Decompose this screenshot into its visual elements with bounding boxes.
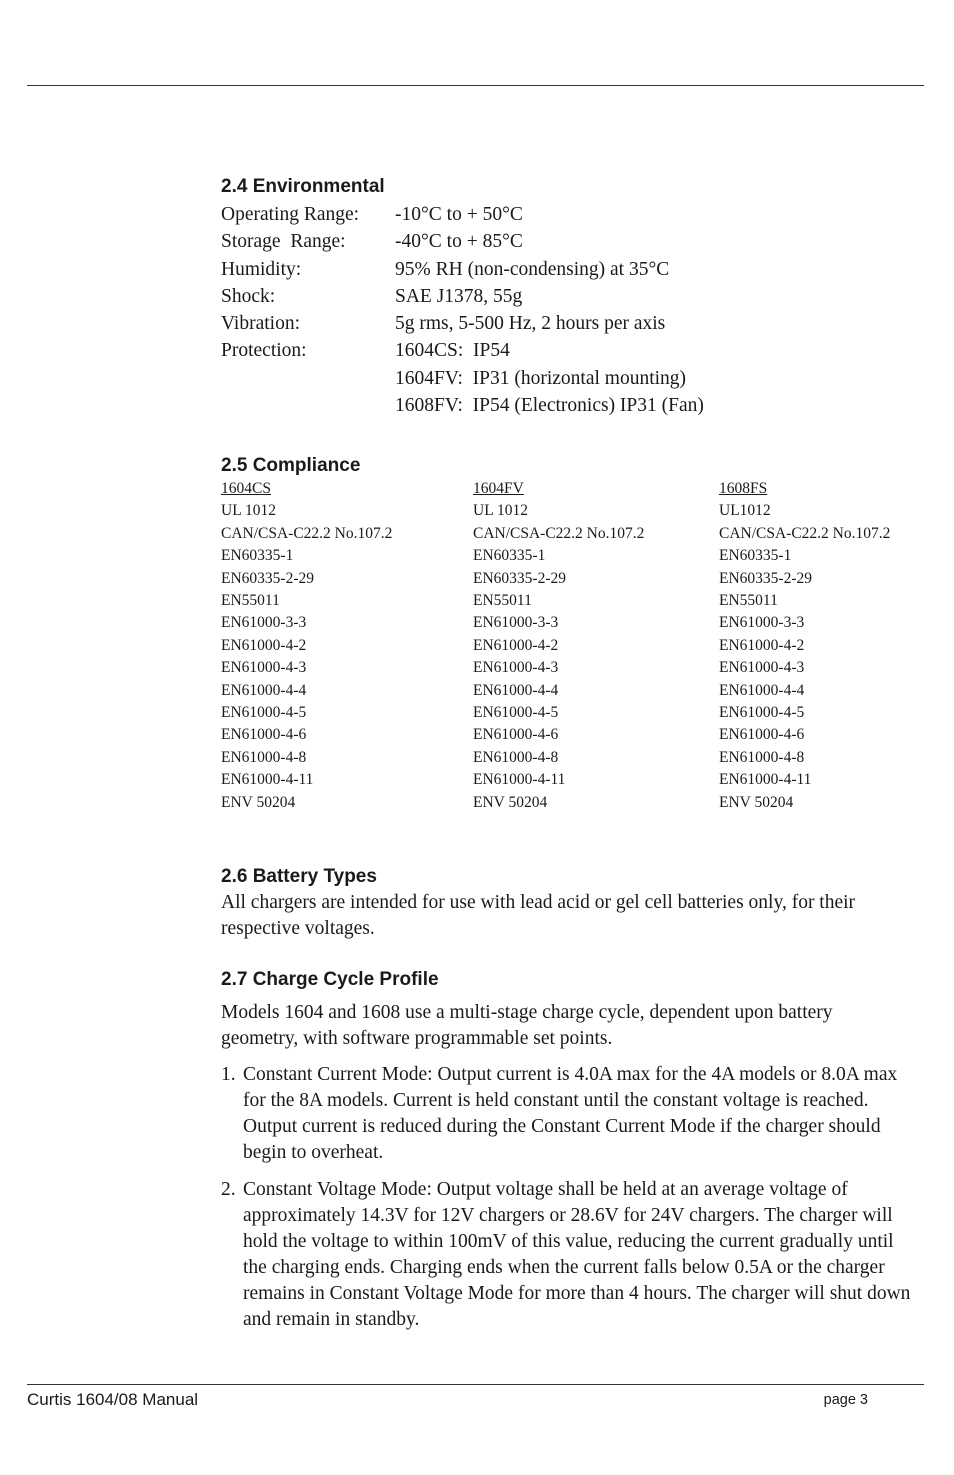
section-heading-environmental: 2.4 Environmental [221, 176, 385, 197]
env-value: -40°C to + 85°C [395, 231, 523, 252]
env-value: 5g rms, 5-500 Hz, 2 hours per axis [395, 313, 666, 334]
compliance-item: UL1012 [719, 502, 771, 520]
compliance-item: CAN/CSA-C22.2 No.107.2 [473, 524, 645, 542]
footer-manual-title: Curtis 1604/08 Manual [27, 1390, 199, 1409]
compliance-item: ENV 50204 [473, 793, 548, 811]
compliance-item: EN60335-1 [473, 547, 546, 565]
compliance-item: EN55011 [221, 592, 280, 610]
env-value: SAE J1378, 55g [395, 286, 523, 307]
compliance-item: EN61000-4-4 [473, 681, 559, 699]
compliance-item: EN61000-3-3 [473, 614, 559, 632]
compliance-item: ENV 50204 [221, 793, 296, 811]
compliance-item: EN61000-4-5 [719, 704, 805, 722]
compliance-item: EN55011 [719, 592, 778, 610]
compliance-item: CAN/CSA-C22.2 No.107.2 [221, 524, 393, 542]
compliance-item: EN61000-4-2 [473, 636, 559, 654]
compliance-item: EN61000-3-3 [221, 614, 307, 632]
compliance-item: EN61000-4-11 [221, 771, 314, 789]
compliance-item: CAN/CSA-C22.2 No.107.2 [719, 524, 891, 542]
env-label: Shock: [221, 286, 276, 307]
compliance-item: UL 1012 [473, 502, 528, 520]
charge-cycle-list-item [221, 1177, 911, 1333]
section-heading-battery-types: 2.6 Battery Types [221, 866, 377, 887]
compliance-column-1608fs [719, 478, 890, 814]
compliance-item: EN61000-4-3 [719, 659, 805, 677]
compliance-column-title: 1608FS [719, 480, 768, 497]
compliance-item: EN61000-4-4 [221, 681, 307, 699]
list-item-text: Constant Current Mode: Output current is 4.0A max for the 4A models or 8.0A max for the 8A models. Current is held constant until the constant voltage is reached. Output current is reduced during the Constant Current Mode if the charger should begin to overheat. [243, 1064, 898, 1163]
compliance-item: EN61000-4-6 [221, 726, 307, 744]
charge-cycle-intro: Models 1604 and 1608 use a multi-stage charge cycle, dependent upon battery geometry, with software programmable set points. [221, 1002, 833, 1049]
compliance-item: EN61000-4-3 [473, 659, 559, 677]
compliance-item: EN55011 [473, 592, 532, 610]
compliance-item: EN61000-4-11 [473, 771, 566, 789]
section-heading-charge-cycle: 2.7 Charge Cycle Profile [221, 969, 439, 990]
compliance-item: ENV 50204 [719, 793, 794, 811]
compliance-item: EN61000-4-6 [719, 726, 805, 744]
compliance-column-1604cs [221, 478, 392, 814]
compliance-item: EN61000-4-5 [473, 704, 559, 722]
compliance-item: EN60335-2-29 [221, 569, 314, 587]
section-heading-compliance: 2.5 Compliance [221, 455, 361, 476]
env-value: 95% RH (non-condensing) at 35°C [395, 259, 670, 280]
compliance-item: EN61000-4-2 [221, 636, 307, 654]
compliance-item: EN61000-4-3 [221, 659, 307, 677]
env-label: Protection: [221, 340, 307, 361]
compliance-item: EN61000-4-8 [719, 748, 805, 766]
env-value: 1608FV: IP54 (Electronics) IP31 (Fan) [395, 395, 704, 416]
header-rule [27, 85, 924, 86]
compliance-column-title: 1604CS [221, 480, 271, 497]
compliance-item: EN61000-4-8 [221, 748, 307, 766]
list-item-text: Constant Voltage Mode: Output voltage shall be held at an average voltage of approximately 14.3V for 12V chargers or 28.6V for 24V chargers. The charger will hold the voltage to within 100mV of this value, reducing the current gradually until the charging ends. Charging ends when the current falls below 0.5A or the charger remains in Constant Voltage Mode for more than 4 hours. The charger will shut down and remain in standby. [243, 1179, 911, 1330]
compliance-item: EN60335-1 [221, 547, 294, 565]
compliance-item: EN61000-4-11 [719, 771, 812, 789]
list-item-number: 1. [221, 1064, 236, 1085]
compliance-column-1604fv [473, 478, 644, 814]
compliance-item: EN60335-1 [719, 547, 792, 565]
list-item-number: 2. [221, 1179, 236, 1200]
compliance-item: EN61000-4-4 [719, 681, 805, 699]
compliance-item: EN61000-4-2 [719, 636, 805, 654]
env-label: Storage Range: [221, 231, 346, 252]
env-value: 1604CS: IP54 [395, 340, 510, 361]
env-label: Humidity: [221, 259, 302, 280]
compliance-item: EN61000-4-8 [473, 748, 559, 766]
env-value: -10°C to + 50°C [395, 204, 523, 225]
compliance-item: EN61000-4-6 [473, 726, 559, 744]
compliance-column-title: 1604FV [473, 480, 524, 497]
compliance-item: EN61000-3-3 [719, 614, 805, 632]
footer-page-number: page 3 [823, 1392, 868, 1408]
battery-types-paragraph: All chargers are intended for use with lead acid or gel cell batteries only, for their respective voltages. [221, 892, 856, 939]
compliance-item: EN60335-2-29 [719, 569, 812, 587]
footer-rule [27, 1384, 924, 1385]
env-label: Vibration: [221, 313, 300, 334]
env-value: 1604FV: IP31 (horizontal mounting) [395, 368, 687, 389]
compliance-item: EN61000-4-5 [221, 704, 307, 722]
compliance-item: UL 1012 [221, 502, 276, 520]
charge-cycle-list-item [221, 1062, 911, 1166]
env-label: Operating Range: [221, 204, 360, 225]
compliance-item: EN60335-2-29 [473, 569, 566, 587]
